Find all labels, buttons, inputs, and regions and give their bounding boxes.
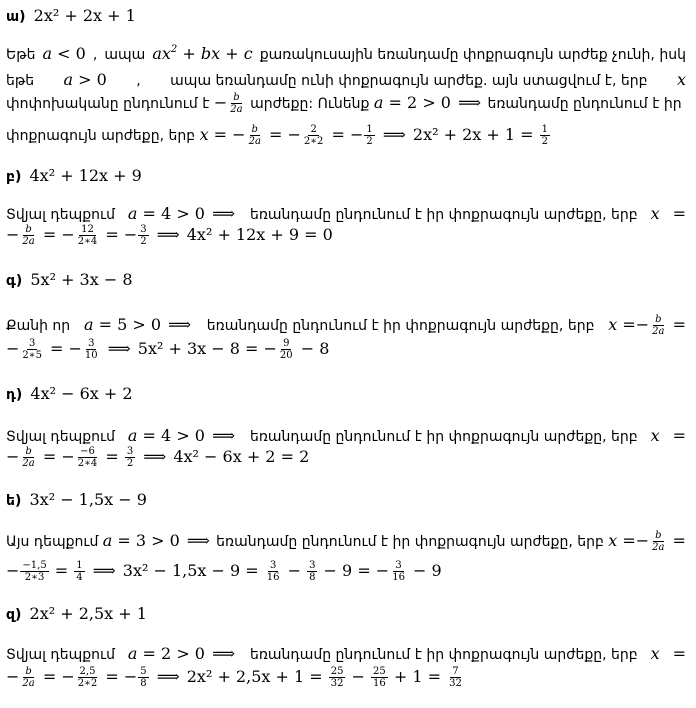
problem-a-expression: 2x² + 2x + 1 <box>33 6 136 25</box>
problem-a-text-line1: Եթե a < 0 , ապա $ax^2$ + bx + c քառակուսային եռանդամը փոքրագույն արժեք չունի, իսկ <box>6 44 686 63</box>
problem-c-text-line1: Քանի որ a = 5 > 0 ⟹ եռանդամը ընդունում է իր փոքրագույն արժեքը, երբ x =− $\frac{b}{2a}$ = <box>6 314 686 337</box>
problem-e-heading <box>6 490 686 509</box>
problem-f-text-line1: Տվյալ դեպքում a = 2 > 0 ⟹ եռանդամը ընդունում է իր փոքրագույն արժեքը, երբ x = <box>6 644 686 663</box>
problem-f-label: զ) <box>6 607 22 623</box>
problem-c-label: գ) <box>6 273 23 289</box>
problem-b-label: բ) <box>6 169 22 185</box>
problem-a-label: ա) <box>6 9 26 25</box>
problem-a-text-line2: եթե a > 0 , ապա եռանդամը ունի փոքրագույն արժեք. այն ստացվում է, երբ x <box>6 70 686 89</box>
problem-d-text-line1: Տվյալ դեպքում a = 4 > 0 ⟹ եռանդամը ընդունում է իր փոքրագույն արժեքը, երբ x = <box>6 426 686 445</box>
problem-a-heading <box>6 6 686 25</box>
problem-f-text-line2: − $\frac{b}{2a}$ = − $\frac{2,5}{2∗2}$ = − $\frac{5}{8}$ ⟹ 2x² + 2,5x + 1 = $\frac{25}{32}$ − $\frac{25}{16}$ + 1 = $\frac{7}{32}$ <box>6 666 462 689</box>
problem-a-text-line4: փոքրագույն արժեքը, երբ x = − $\frac{b}{2a}$ = − $\frac{2}{2∗2}$ = − $\frac{1}{2}$ ⟹ 2x² + 2x + 1 = $\frac{1}{2}$ <box>6 124 549 147</box>
problem-d-expression: 4x² − 6x + 2 <box>30 384 133 403</box>
problem-e-text-line2: − $\frac{-1,5}{2∗3}$ = $\frac{1}{4}$ ⟹ 3x² − 1,5x − 9 = $\frac{3}{16}$ − $\frac{3}{8}$ − 9 = − $\frac{3}{16}$ − 9 <box>6 560 442 583</box>
problem-b-heading <box>6 166 686 185</box>
problem-b-text-line1: Տվյալ դեպքում a = 4 > 0 ⟹ եռանդամը ընդունում է իր փոքրագույն արժեքը, երբ x = <box>6 204 686 223</box>
problem-a-text-line3: փոփոխականը ընդունում է − $\frac{b}{2a}$ արժեքը: Ունենք a = 2 > 0 ⟹ եռանդամը ընդունում է իր <box>6 92 682 115</box>
problem-e-expression: 3x² − 1,5x − 9 <box>29 490 147 509</box>
problem-d-label: դ) <box>6 387 23 403</box>
problem-b-text-line2: − $\frac{b}{2a}$ = − $\frac{12}{2∗4}$ = − $\frac{3}{2}$ ⟹ 4x² + 12x + 9 = 0 <box>6 224 333 247</box>
problem-c-text-line2: − $\frac{3}{2∗5}$ = − $\frac{3}{10}$ ⟹ 5x² + 3x − 8 = − $\frac{9}{20}$ − 8 <box>6 338 330 361</box>
problem-f-heading <box>6 604 686 623</box>
problem-c-expression: 5x² + 3x − 8 <box>30 270 133 289</box>
problem-e-text-line1: Այս դեպքում a = 3 > 0 ⟹ եռանդամը ընդունում է իր փոքրագույն արժեքը, երբ x =− $\frac{b}{2a}$ = <box>6 530 686 553</box>
problem-b-expression: 4x² + 12x + 9 <box>29 166 142 185</box>
problem-d-heading <box>6 384 686 403</box>
problem-d-text-line2: − $\frac{b}{2a}$ = − $\frac{-6}{2∗4}$ = $\frac{3}{2}$ ⟹ 4x² − 6x + 2 = 2 <box>6 446 310 469</box>
problem-e-label: ե) <box>6 493 22 509</box>
problem-f-expression: 2x² + 2,5x + 1 <box>29 604 147 623</box>
problem-c-heading <box>6 270 686 289</box>
